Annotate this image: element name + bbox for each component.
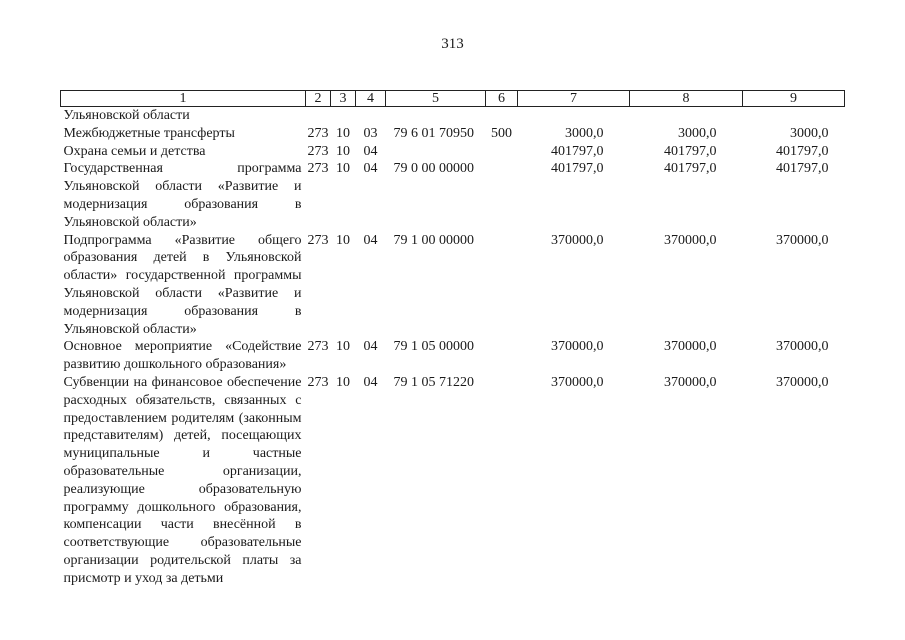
header-col-3: 3	[331, 91, 356, 107]
row-amount-col8: 370000,0	[664, 232, 717, 248]
row-subsection-code: 04	[363, 143, 378, 159]
row-target-code	[386, 107, 486, 125]
row-ministry-code: 273	[307, 125, 329, 141]
row-ministry-code: 273	[307, 374, 329, 390]
row-target-code: 79 0 00 00000	[393, 161, 474, 177]
row-ministry-code: 273	[307, 161, 329, 177]
row-amount-col9: 3000,0	[790, 125, 829, 141]
header-col-7: 7	[518, 91, 630, 107]
table-row	[61, 160, 845, 231]
row-expense-type	[486, 160, 518, 231]
header-col-1: 1	[61, 91, 306, 107]
row-expense-type	[486, 338, 518, 374]
row-ministry-code: 273	[307, 143, 329, 159]
row-subsection-code: 04	[363, 232, 378, 248]
row-subsection-code: 04	[363, 374, 378, 390]
row-amount-col8: 3000,0	[678, 125, 717, 141]
row-amount-col9: 401797,0	[776, 143, 829, 159]
table-row	[61, 232, 845, 339]
row-amount-col9: 401797,0	[776, 161, 829, 177]
row-target-code: 79 1 00 00000	[393, 232, 474, 248]
row-section-code: 10	[336, 374, 350, 390]
row-subsection-code	[356, 107, 386, 125]
budget-table	[60, 90, 845, 588]
row-amount-col9	[743, 107, 845, 125]
row-expense-type	[486, 143, 518, 161]
row-amount-col8: 401797,0	[664, 161, 717, 177]
row-target-code: 79 6 01 70950	[393, 125, 474, 141]
row-expense-type	[486, 232, 518, 339]
row-section-code: 10	[336, 232, 350, 248]
row-section-code	[331, 107, 356, 125]
row-amount-col7: 370000,0	[551, 339, 604, 355]
row-target-code: 79 1 05 71220	[393, 374, 474, 390]
row-subsection-code: 03	[363, 125, 378, 141]
row-name: Подпрограмма «Развитие общего образования детей в Ульяновской области» государственной программы Ульяновской области «Развитие и модернизация образования в Ульяновской области»	[63, 232, 302, 337]
page-number: 313	[441, 36, 464, 52]
row-amount-col9: 370000,0	[776, 339, 829, 355]
row-section-code: 10	[336, 339, 350, 355]
row-name: Государственная программа Ульяновской области «Развитие и модернизация образования в Ульяновской области»	[63, 161, 302, 230]
table-row	[61, 107, 845, 125]
row-section-code: 10	[336, 161, 350, 177]
row-subsection-code: 04	[363, 161, 378, 177]
row-subsection-code: 04	[363, 339, 378, 355]
row-name: Основное мероприятие «Содействие развитию дошкольного образования»	[63, 339, 302, 373]
table-row	[61, 125, 845, 143]
row-expense-type: 500	[491, 125, 512, 141]
row-ministry-code: 273	[307, 339, 329, 355]
row-amount-col9: 370000,0	[776, 232, 829, 248]
row-name: Охрана семьи и детства	[63, 143, 206, 159]
row-section-code: 10	[336, 125, 350, 141]
row-target-code: 79 1 05 00000	[393, 339, 474, 355]
row-section-code: 10	[336, 143, 350, 159]
row-amount-col7	[518, 107, 630, 125]
row-target-code	[386, 143, 486, 161]
table-row	[61, 338, 845, 374]
header-col-8: 8	[630, 91, 743, 107]
row-name: Межбюджетные трансферты	[63, 125, 235, 141]
row-expense-type	[486, 374, 518, 588]
row-ministry-code: 273	[307, 232, 329, 248]
row-name: Субвенции на финансовое обеспечение расходных обязательств, связанных с предоставлением родителям (законным представителям) детей, посещающих муниципальные и частные образовательные организации, реализующие образовательную программу дошкольного образования, компенсации части внесённой в соответствующие образовательные организации родительской платы за присмотр и уход за детьми	[63, 374, 302, 586]
row-amount-col7: 370000,0	[551, 232, 604, 248]
row-ministry-code	[306, 107, 331, 125]
row-amount-col7: 401797,0	[551, 161, 604, 177]
row-amount-col8: 370000,0	[664, 339, 717, 355]
row-amount-col8: 370000,0	[664, 374, 717, 390]
row-name: Ульяновской области	[63, 108, 190, 123]
row-amount-col8	[630, 107, 743, 125]
table-row	[61, 143, 845, 161]
header-col-5: 5	[386, 91, 486, 107]
table-header-row	[61, 91, 845, 107]
header-col-4: 4	[356, 91, 386, 107]
header-col-9: 9	[743, 91, 845, 107]
row-amount-col9: 370000,0	[776, 374, 829, 390]
row-expense-type	[486, 107, 518, 125]
header-col-2: 2	[306, 91, 331, 107]
row-amount-col7: 370000,0	[551, 374, 604, 390]
table-row	[61, 374, 845, 588]
row-amount-col7: 401797,0	[551, 143, 604, 159]
header-col-6: 6	[486, 91, 518, 107]
row-amount-col7: 3000,0	[565, 125, 604, 141]
row-amount-col8: 401797,0	[664, 143, 717, 159]
